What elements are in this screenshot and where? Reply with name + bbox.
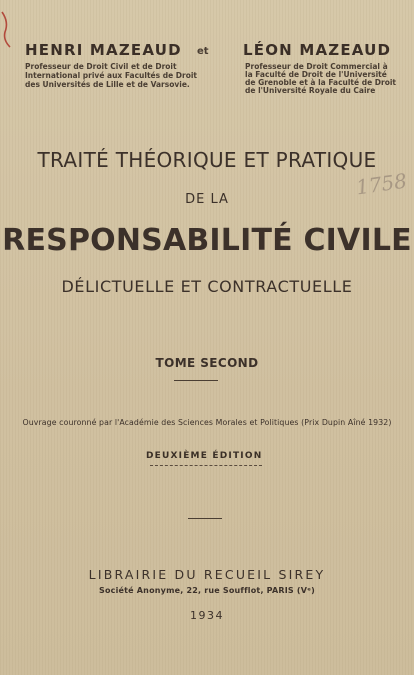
publication-year: 1934 — [190, 609, 224, 622]
title-line-2: DE LA — [185, 192, 229, 207]
red-ink-mark — [0, 10, 14, 50]
author-right-desc-4: de l'Université Royale du Caire — [245, 86, 376, 95]
volume-rule — [174, 380, 218, 381]
volume-label: TOME SECOND — [155, 356, 259, 370]
main-title: RESPONSABILITÉ CIVILE — [2, 223, 412, 258]
title-line-1: TRAITÉ THÉORIQUE ET PRATIQUE — [37, 148, 377, 172]
author-right-desc-1: Professeur de Droit Commercial à — [245, 62, 388, 71]
author-right-desc-3: de Grenoble et à la Faculté de Droit — [245, 78, 397, 87]
author-left-desc-2: International privé aux Facultés de Droit — [25, 71, 198, 80]
publisher-name: LIBRAIRIE DU RECUEIL SIREY — [88, 567, 326, 582]
subtitle: DÉLICTUELLE ET CONTRACTUELLE — [61, 277, 353, 296]
author-right-desc-2: la Faculté de Droit de l'Université — [245, 70, 387, 79]
publisher-address: Société Anonyme, 22, rue Soufflot, PARIS (Vᵉ) — [98, 586, 316, 595]
separator-rule — [188, 518, 222, 519]
edition-rule — [150, 465, 262, 466]
author-left-name: HENRI MAZEAUD — [25, 41, 182, 59]
author-right-name: LÉON MAZEAUD — [243, 41, 392, 59]
author-conjunction: et — [197, 46, 209, 57]
author-left-desc-1: Professeur de Droit Civil et de Droit — [25, 62, 177, 71]
edition-label: DEUXIÈME ÉDITION — [146, 451, 263, 461]
award-line: Ouvrage couronné par l'Académie des Sciences Morales et Politiques (Prix Dupin Aîné 1932) — [22, 418, 392, 427]
author-left-desc-3: des Universités de Lille et de Varsovie. — [25, 80, 190, 89]
pencil-annotation: 1758 — [354, 168, 409, 200]
